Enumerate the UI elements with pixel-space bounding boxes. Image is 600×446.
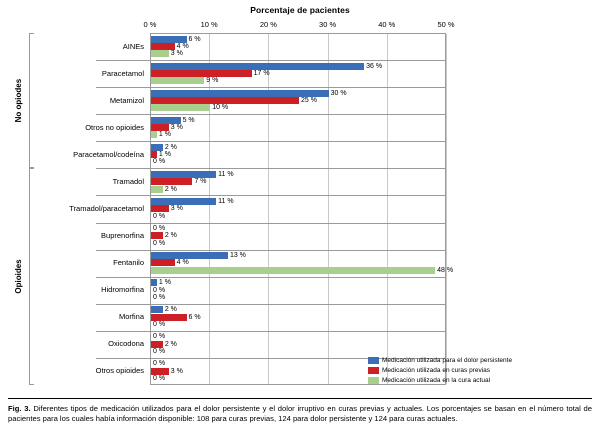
legend-item[interactable] (368, 376, 512, 384)
bar-value-label: 0 % (153, 375, 166, 383)
bar (151, 232, 163, 239)
bar (151, 36, 187, 43)
category-label: Oxicodona (108, 339, 144, 349)
figure-caption (8, 404, 592, 425)
category-label: Fentanilo (113, 258, 144, 268)
group-bracket (29, 33, 34, 168)
bar-value-label: 10 % (212, 104, 229, 112)
legend-item[interactable] (368, 356, 512, 364)
bar-value-label: 3 % (170, 205, 183, 213)
bar-value-label: 0 % (153, 225, 166, 233)
category-label: Buprenorfina (101, 231, 144, 241)
bar (151, 171, 216, 178)
bar (151, 306, 163, 313)
category-label: Hidromorfina (101, 285, 144, 295)
bar-value-label: 0 % (153, 293, 166, 301)
bar-value-label: 2 % (164, 143, 177, 151)
x-tick-label: 20 % (259, 20, 277, 29)
x-axis-ticks (143, 20, 455, 32)
bar-value-label: 0 % (153, 286, 166, 294)
group-label: Opioides (14, 259, 23, 294)
bar-value-label: 2 % (164, 232, 177, 240)
bar-value-label: 11 % (218, 170, 234, 178)
bar-value-label: 25 % (301, 96, 317, 104)
bar-value-label: 2 % (164, 340, 177, 348)
bar-value-label: 0 % (153, 333, 166, 341)
bar (151, 77, 204, 84)
bar (151, 43, 175, 50)
category-label: Paracetamol/codeína (73, 149, 144, 159)
bar-value-label: 36 % (366, 62, 383, 70)
bar (151, 50, 169, 57)
bar (151, 279, 157, 286)
category-row (0, 168, 600, 195)
legend-label: Medicación utilizada en curas previas (382, 366, 491, 374)
bar (151, 198, 216, 205)
bar-value-label: 4 % (176, 259, 189, 267)
caption-divider (8, 398, 592, 399)
bar (151, 314, 187, 321)
caption-label: Fig. 3. (8, 404, 31, 413)
bar-value-label: 0 % (153, 320, 166, 328)
category-label: Tramadol (112, 176, 144, 186)
bar-value-label: 0 % (153, 158, 166, 166)
bar-value-label: 6 % (188, 313, 201, 321)
bar-value-label: 3 % (170, 367, 183, 375)
bar-value-label: 0 % (153, 212, 166, 220)
bar (151, 131, 157, 138)
x-tick-label: 40 % (378, 20, 396, 29)
bar (151, 104, 210, 111)
legend-item[interactable] (368, 366, 512, 374)
bar-value-label: 3 % (170, 124, 183, 132)
category-row (0, 250, 600, 277)
bar-value-label: 30 % (330, 89, 347, 97)
legend-swatch (368, 367, 379, 374)
bar-value-label: 4 % (176, 42, 189, 50)
bar (151, 151, 157, 158)
legend-label: Medicación utilizada para el dolor persistente (382, 356, 513, 364)
category-row (0, 60, 600, 87)
bar (151, 186, 163, 193)
x-tick-label: 10 % (200, 20, 218, 29)
bar-value-label: 5 % (182, 116, 195, 124)
bar (151, 124, 169, 131)
bar-value-label: 0 % (153, 360, 166, 368)
legend-swatch (368, 377, 379, 384)
bar (151, 368, 169, 375)
category-row (0, 277, 600, 304)
bar-value-label: 2 % (164, 306, 177, 314)
bar (151, 267, 435, 274)
bar-value-label: 7 % (194, 178, 207, 186)
bar (151, 90, 329, 97)
category-row (0, 304, 600, 331)
category-label: Morfina (118, 312, 144, 322)
bar (151, 252, 228, 259)
bar-value-label: 1 % (158, 151, 171, 159)
category-row (0, 33, 600, 60)
bar-value-label: 9 % (206, 77, 219, 85)
bar-value-label: 1 % (158, 279, 171, 287)
bar (151, 63, 364, 70)
bar-value-label: 1 % (158, 131, 171, 139)
bar (151, 178, 192, 185)
caption-text: Diferentes tipos de medicación utilizados para el dolor persistente y el dolor irruptivo en curas previas y actuales. Los porcentajes se basan en el número total de pacientes para los cuales había información disponible: 108 para curas previas, 124 para dolor persistente y 124 para curas actuales. (8, 404, 592, 424)
x-tick-label: 0 % (143, 20, 157, 29)
bar (151, 341, 163, 348)
bar (151, 70, 252, 77)
category-row (0, 331, 600, 358)
legend-label: Medicación utilizada en la cura actual (382, 376, 491, 384)
bar (151, 259, 175, 266)
bar (151, 144, 163, 151)
x-tick-label: 30 % (319, 20, 337, 29)
category-row (0, 141, 600, 168)
bar (151, 97, 299, 104)
legend-swatch (368, 357, 379, 364)
category-label: Metamizol (109, 95, 144, 105)
category-label: Otros no opioides (85, 122, 144, 132)
bar (151, 117, 181, 124)
bar-value-label: 48 % (437, 266, 454, 274)
category-row (0, 87, 600, 114)
category-label: Tramadol/paracetamol (69, 203, 144, 213)
bar-value-label: 13 % (229, 252, 246, 260)
category-row (0, 195, 600, 222)
group-label: No opiodes (14, 78, 23, 123)
bar-value-label: 0 % (153, 347, 166, 355)
bar-value-label: 0 % (153, 239, 166, 247)
bar-value-label: 6 % (188, 35, 201, 43)
category-label: Paracetamol (101, 68, 144, 78)
category-row (0, 223, 600, 250)
bar-value-label: 11 % (218, 197, 234, 205)
chart-title: Porcentaje de pacientes (250, 5, 350, 15)
chart-legend (368, 356, 512, 386)
bar-value-label: 3 % (170, 50, 183, 58)
category-label: AINEs (122, 41, 144, 51)
bar (151, 205, 169, 212)
bar-value-label: 2 % (164, 185, 177, 193)
category-row (0, 114, 600, 141)
group-bracket (29, 168, 34, 385)
x-tick-label: 50 % (437, 20, 455, 29)
bar-value-label: 17 % (253, 69, 270, 77)
category-label: Otros opioides (95, 366, 144, 376)
